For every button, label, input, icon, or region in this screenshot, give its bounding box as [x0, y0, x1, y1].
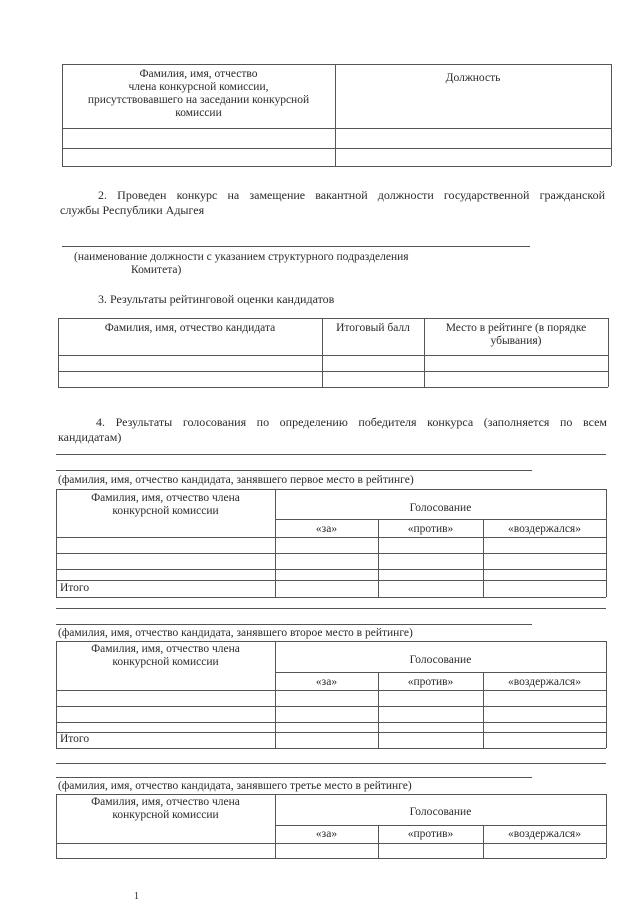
rating-name-header: Фамилия, имя, отчество кандидата [104, 322, 276, 334]
header-line: Фамилия, имя, отчество члена [91, 796, 240, 808]
member-header [56, 492, 275, 518]
header-line: Фамилия, имя, отчество члена [91, 492, 240, 504]
members-position-header: Должность [445, 72, 501, 84]
header-line: Фамилия, имя, отчество [139, 68, 258, 80]
candidate-caption: (фамилия, имя, отчество кандидата, занявшего второе место в рейтинге) [58, 627, 413, 639]
position-caption-line1: (наименование должности с указанием структурного подразделения [74, 251, 409, 263]
total-label: Итого [60, 733, 90, 745]
vote-abstained-header: «воздержался» [508, 523, 581, 535]
rating-place-header [424, 322, 608, 348]
vote-for-header: «за» [315, 828, 338, 840]
position-caption-line2: Комитета) [131, 264, 182, 276]
rating-score-header: Итоговый балл [336, 322, 410, 334]
section4-line2: кандидатам) [58, 430, 122, 444]
voting-header: Голосование [409, 502, 472, 514]
header-line: конкурсной комиссии [112, 656, 219, 668]
vote-for-header: «за» [315, 523, 338, 535]
candidate-caption: (фамилия, имя, отчество кандидата, занявшего третье место в рейтинге) [58, 780, 412, 792]
members-name-header [62, 68, 335, 120]
vote-abstained-header: «воздержался» [508, 676, 581, 688]
section4-line1: 4. Результаты голосования по определению победителя конкурса (заполняется по всем [96, 415, 607, 429]
section2-line2: службы Республики Адыгея [60, 203, 205, 217]
candidate-caption: (фамилия, имя, отчество кандидата, занявшего первое место в рейтинге) [58, 474, 414, 486]
voting-header: Голосование [409, 654, 472, 666]
header-line: члена конкурсной комиссии, [128, 81, 269, 93]
voting-header: Голосование [409, 806, 472, 818]
header-line: Фамилия, имя, отчество члена [91, 643, 240, 655]
header-line: присутствовавшего на заседании конкурсной [87, 94, 310, 106]
vote-abstained-header: «воздержался» [508, 828, 581, 840]
vote-against-header: «против» [407, 676, 454, 688]
total-label: Итого [60, 582, 90, 594]
header-line: конкурсной комиссии [112, 809, 219, 821]
member-header [56, 643, 275, 669]
member-header [56, 796, 275, 822]
header-line: конкурсной комиссии [112, 505, 219, 517]
vote-against-header: «против» [407, 828, 454, 840]
section2-line1: 2. Проведен конкурс на замещение вакантной должности государственной гражданской [98, 188, 605, 202]
section3-heading: 3. Результаты рейтинговой оценки кандидатов [98, 292, 335, 306]
header-line: убывания) [490, 335, 542, 347]
page-number: 1 [134, 891, 139, 902]
vote-against-header: «против» [407, 523, 454, 535]
header-line: комиссии [175, 107, 222, 119]
vote-for-header: «за» [315, 676, 338, 688]
header-line: Место в рейтинге (в порядке [445, 322, 587, 334]
